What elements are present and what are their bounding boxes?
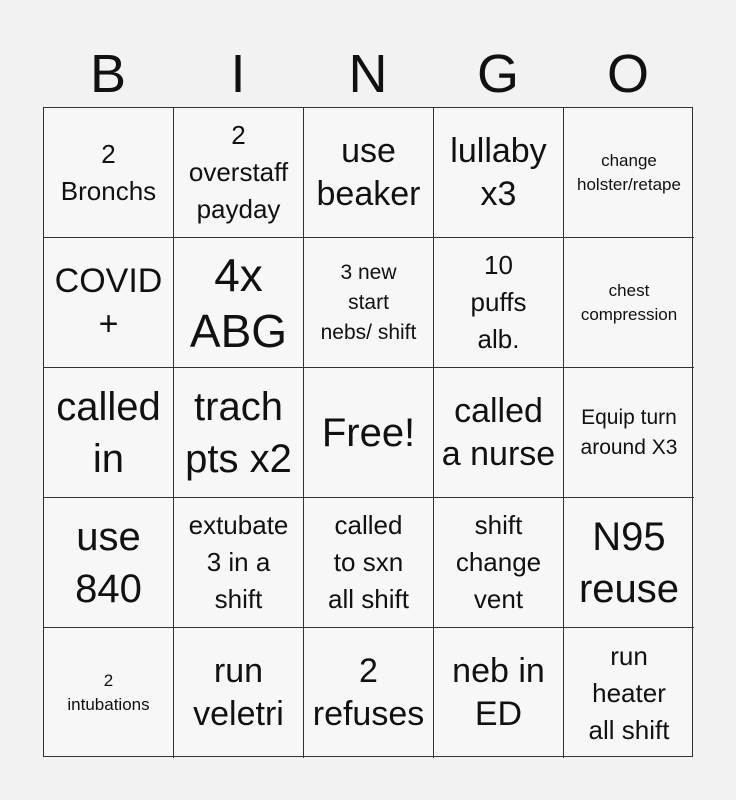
- bingo-cell[interactable]: [44, 238, 174, 368]
- bingo-cell[interactable]: [434, 368, 564, 498]
- bingo-cell[interactable]: [44, 498, 174, 628]
- cell-text: use 840: [75, 514, 142, 611]
- cell-text: called a nurse: [441, 391, 556, 473]
- bingo-cell[interactable]: [564, 368, 694, 498]
- cell-text: Equip turn around X3: [580, 405, 678, 459]
- header-letter-g: G: [476, 44, 519, 104]
- bingo-cell[interactable]: [434, 238, 564, 368]
- header-letter-o: O: [606, 44, 649, 104]
- cell-text: 3 new start nebs/ shift: [320, 260, 417, 344]
- cell-text: N95 reuse: [578, 514, 680, 611]
- cell-text: 2 intubations: [67, 671, 150, 714]
- cell-text: change holster/retape: [577, 150, 681, 194]
- bingo-cell[interactable]: [564, 498, 694, 628]
- cell-text: 2 Bronchs: [60, 138, 157, 206]
- bingo-cell[interactable]: [434, 628, 564, 758]
- cell-text: called in: [56, 384, 161, 481]
- cell-text: 2 refuses: [312, 652, 425, 733]
- bingo-cell[interactable]: [174, 368, 304, 498]
- free-space[interactable]: [304, 368, 434, 498]
- header-letter-b: B: [89, 44, 127, 104]
- cell-text: called to sxn all shift: [328, 510, 409, 614]
- bingo-cell[interactable]: [564, 628, 694, 758]
- cell-text: use beaker: [316, 131, 421, 213]
- cell-text: chest compression: [580, 280, 678, 324]
- bingo-cell[interactable]: [304, 108, 434, 238]
- header-letter-i: I: [230, 44, 246, 104]
- cell-text: run heater all shift: [588, 640, 670, 745]
- cell-text: 10 puffs alb.: [470, 250, 527, 354]
- cell-text: neb in ED: [452, 652, 545, 733]
- bingo-cell[interactable]: [564, 108, 694, 238]
- bingo-cell[interactable]: [304, 498, 434, 628]
- cell-text: COVID +: [54, 261, 163, 343]
- bingo-cell[interactable]: [434, 498, 564, 628]
- cell-text: run veletri: [193, 652, 284, 733]
- bingo-cell[interactable]: [174, 498, 304, 628]
- bingo-grid: [43, 107, 693, 757]
- bingo-cell[interactable]: [174, 108, 304, 238]
- bingo-cell[interactable]: [174, 238, 304, 368]
- bingo-cell[interactable]: [44, 628, 174, 758]
- cell-text: 2 overstaff payday: [188, 120, 289, 224]
- bingo-cell[interactable]: [304, 238, 434, 368]
- bingo-cell[interactable]: [174, 628, 304, 758]
- bingo-cell[interactable]: [44, 368, 174, 498]
- cell-text: extubate 3 in a shift: [188, 510, 289, 614]
- bingo-cell[interactable]: [434, 108, 564, 238]
- cell-text: shift change vent: [455, 510, 542, 614]
- cell-text: lullaby x3: [450, 131, 547, 213]
- cell-text: trach pts x2: [185, 384, 292, 481]
- bingo-cell[interactable]: [564, 238, 694, 368]
- header-letter-n: N: [348, 44, 388, 104]
- bingo-header: [43, 40, 693, 108]
- bingo-cell[interactable]: [44, 108, 174, 238]
- cell-text: 4x ABG: [189, 248, 288, 357]
- free-space-label: Free!: [321, 410, 416, 455]
- bingo-cell[interactable]: [304, 628, 434, 758]
